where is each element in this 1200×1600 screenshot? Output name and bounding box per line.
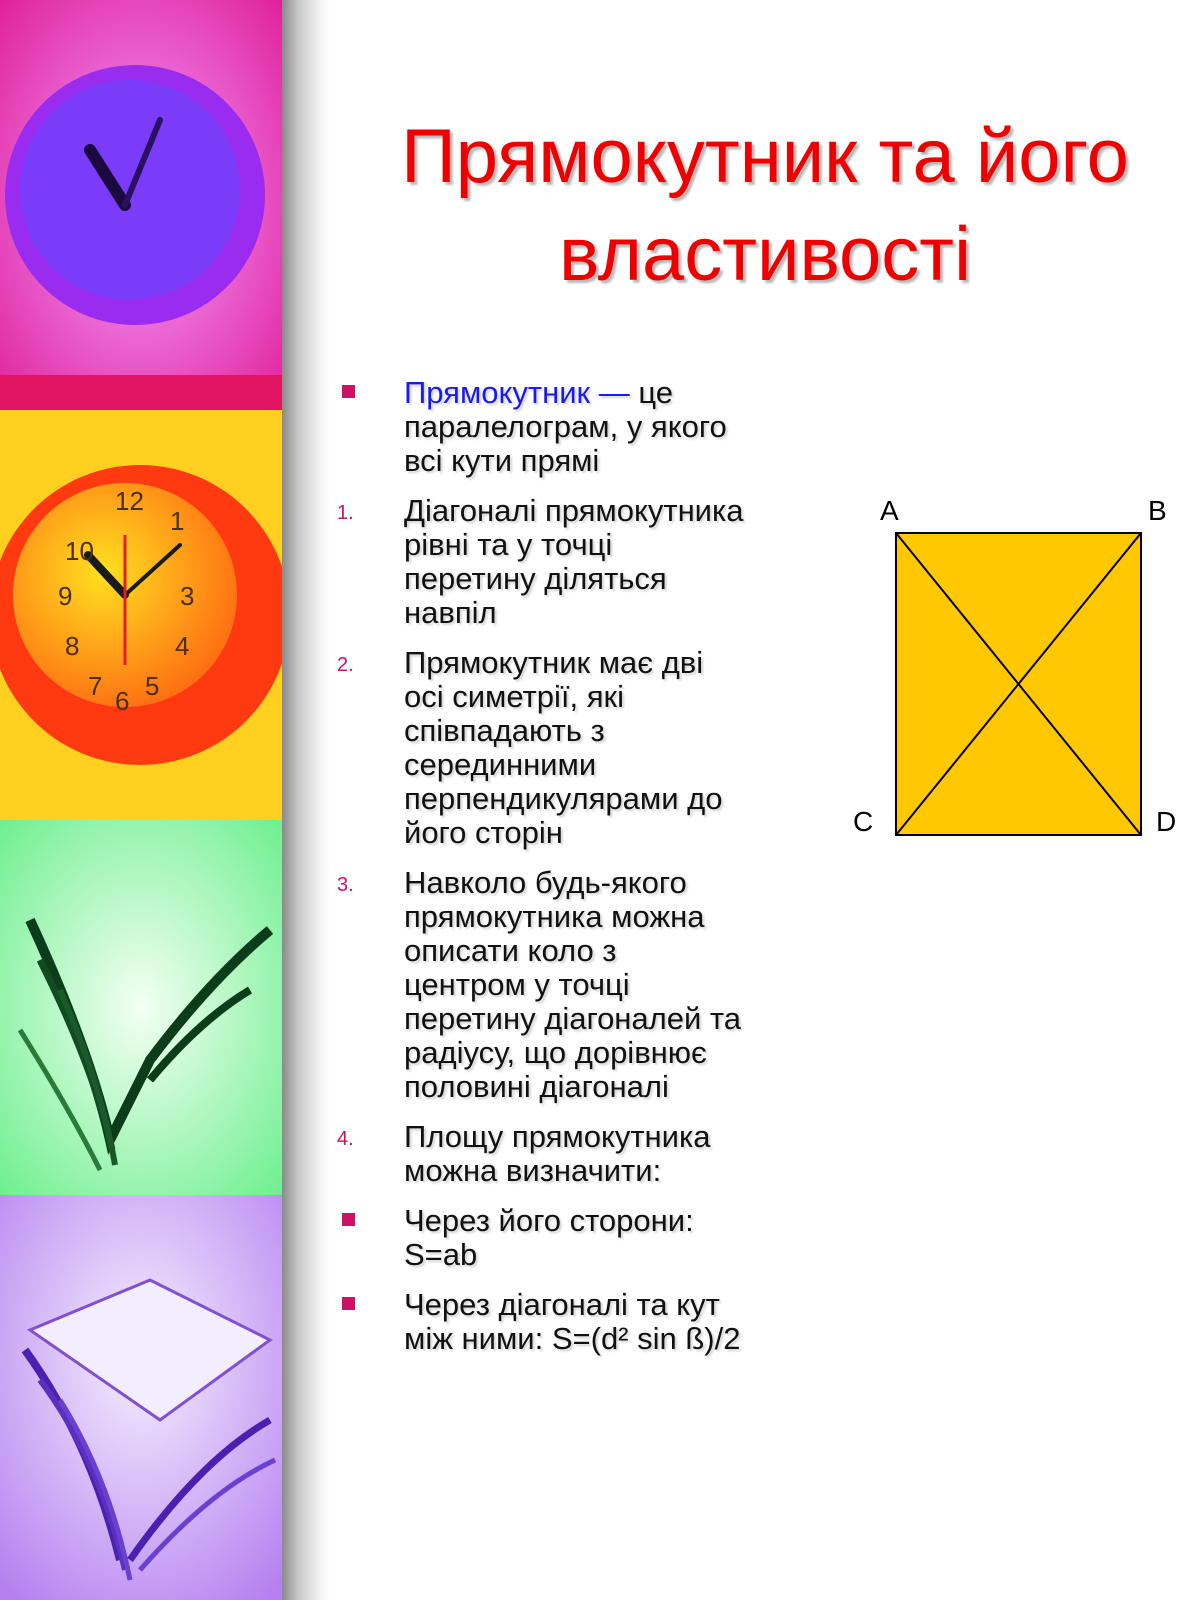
definition-term: Прямокутник — bbox=[404, 375, 630, 410]
formula-line: Через його сторони: bbox=[404, 1203, 694, 1238]
property-line: рівні та у точці bbox=[404, 527, 613, 562]
slide-body bbox=[330, 376, 810, 1372]
property-item-3 bbox=[330, 866, 810, 1104]
formula-line: Через діагоналі та кут bbox=[404, 1287, 720, 1322]
strip-shadow bbox=[282, 0, 330, 1600]
property-line: перпендикулярами до bbox=[404, 781, 723, 816]
property-line: половині діагоналі bbox=[404, 1069, 669, 1104]
svg-text:3: 3 bbox=[180, 581, 195, 611]
vertex-label-b: B bbox=[1148, 495, 1167, 526]
vertex-label-c: C bbox=[853, 806, 874, 837]
property-number: 2. bbox=[337, 654, 354, 676]
formula-item-sides bbox=[330, 1204, 810, 1272]
property-line: Площу прямокутника bbox=[404, 1119, 711, 1154]
rectangle-diagram-svg bbox=[838, 486, 1178, 856]
clock-image-purple bbox=[0, 0, 282, 410]
property-line: Навколо будь-якого bbox=[404, 865, 687, 900]
property-line: Діагоналі прямокутника bbox=[404, 493, 744, 528]
property-item-4 bbox=[330, 1120, 810, 1188]
property-line: серединними bbox=[404, 747, 597, 782]
property-line: його сторін bbox=[404, 815, 563, 850]
property-item-1 bbox=[330, 494, 810, 630]
property-line: перетину діагоналей та bbox=[404, 1001, 742, 1036]
svg-text:4: 4 bbox=[175, 631, 190, 661]
slide-title bbox=[330, 108, 1200, 304]
vertex-label-a: A bbox=[880, 495, 899, 526]
property-line: перетину діляться bbox=[404, 561, 667, 596]
formula-item-diagonals bbox=[330, 1288, 810, 1356]
svg-text:12: 12 bbox=[115, 486, 144, 516]
svg-text:10: 10 bbox=[65, 536, 94, 566]
svg-text:6: 6 bbox=[115, 686, 130, 716]
property-number: 3. bbox=[337, 874, 354, 896]
book-image-violet bbox=[0, 1195, 282, 1600]
square-bullet-icon bbox=[342, 1297, 355, 1310]
property-line: описати коло з bbox=[404, 933, 617, 968]
property-item-2 bbox=[330, 646, 810, 850]
svg-text:7: 7 bbox=[88, 671, 103, 701]
property-line: центром у точці bbox=[404, 967, 630, 1002]
slide-title-line-2: властивості bbox=[559, 212, 971, 297]
property-number: 1. bbox=[337, 502, 354, 524]
definition-line: паралелограм, у якого bbox=[404, 409, 727, 444]
book-image-green bbox=[0, 820, 282, 1195]
definition-line: всі кути прямі bbox=[404, 443, 600, 478]
property-line: можна визначити: bbox=[404, 1153, 662, 1188]
formula-line: S=ab bbox=[404, 1237, 478, 1272]
definition-item bbox=[330, 376, 810, 478]
property-line: співпадають з bbox=[404, 713, 605, 748]
photo-collage-image bbox=[0, 0, 282, 1600]
svg-text:9: 9 bbox=[58, 581, 73, 611]
definition-line-1-rest: це bbox=[629, 375, 673, 410]
svg-text:5: 5 bbox=[145, 671, 160, 701]
property-number: 4. bbox=[337, 1128, 354, 1150]
definition-line bbox=[404, 376, 810, 410]
property-line: навпіл bbox=[404, 595, 497, 630]
vertex-label-d: D bbox=[1156, 806, 1177, 837]
slide-title-line-1: Прямокутник та його bbox=[401, 114, 1129, 199]
property-line: осі симетрії, які bbox=[404, 679, 624, 714]
svg-text:1: 1 bbox=[170, 506, 185, 536]
square-bullet-icon bbox=[342, 1213, 355, 1226]
formula-line: між ними: S=(d² sin ß)/2 bbox=[404, 1321, 741, 1356]
rectangle-diagram bbox=[838, 486, 1178, 861]
decorative-photo-strip bbox=[0, 0, 282, 1600]
property-line: радіусу, що дорівнює bbox=[404, 1035, 707, 1070]
property-line: прямокутника можна bbox=[404, 899, 705, 934]
square-bullet-icon bbox=[342, 385, 355, 398]
clock-image-orange bbox=[0, 410, 282, 820]
property-line: Прямокутник має дві bbox=[404, 645, 704, 680]
svg-text:8: 8 bbox=[65, 631, 80, 661]
